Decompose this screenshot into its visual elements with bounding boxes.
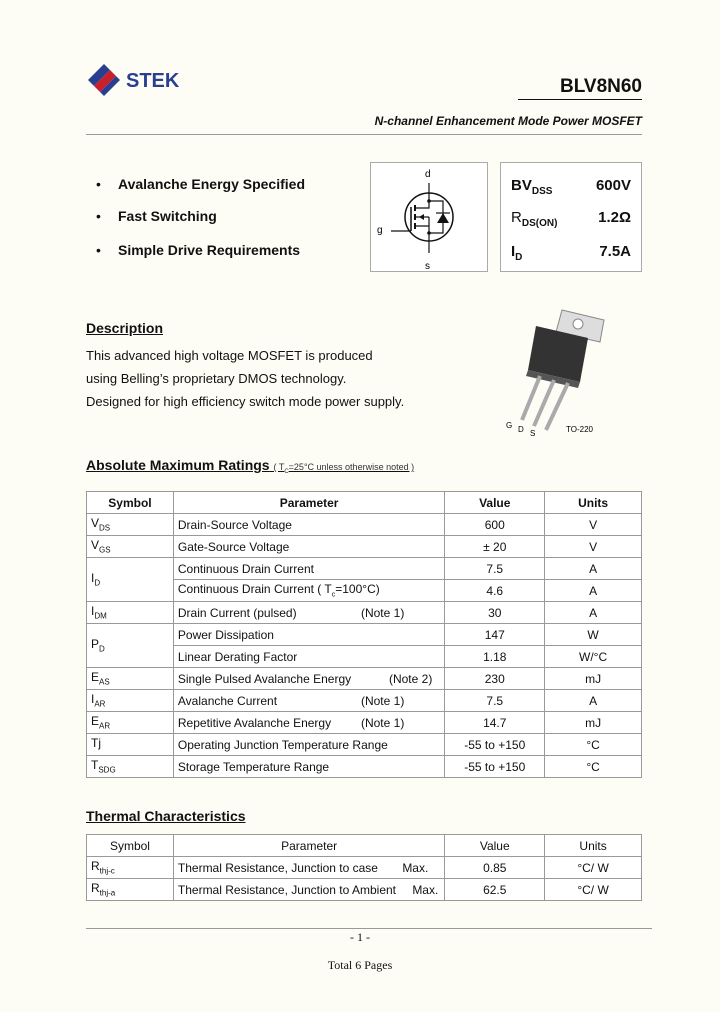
feature-list — [96, 176, 305, 274]
thermal-table — [86, 834, 642, 901]
total-pages: Total 6 Pages — [327, 958, 393, 972]
gate-label: g — [377, 225, 383, 236]
source-label: s — [425, 261, 430, 271]
pin-s-label: S — [530, 429, 536, 438]
table-row: $I_D$ Continuous Drain Current 7.5 A — [87, 558, 642, 580]
stek-logo-icon — [84, 60, 124, 100]
table-row: $T_{SDG}$ Storage Temperature Range -55 to +150 °C — [87, 756, 642, 778]
feature-item: • Avalanche Energy Specified — [96, 176, 305, 208]
table-row: $I_{DM}$ Drain Current (pulsed) (Note 1) 30 A — [87, 602, 642, 624]
description-text: This advanced high voltage MOSFET is produced using Belling’s proprietary DMOS technology. Designed for high efficiency switch mode power supply. — [86, 348, 405, 409]
pin-g-label: G — [506, 421, 513, 430]
table-header-row: Symbol Parameter Value Units — [87, 492, 642, 514]
thermal-heading: Thermal Characteristics — [86, 808, 246, 824]
part-number: BLV8N60 — [559, 76, 642, 97]
subtitle: N-channel Enhancement Mode Power MOSFET — [374, 114, 642, 128]
part-underline — [518, 99, 642, 100]
package-name: TO-220 — [566, 425, 593, 434]
key-specs-box — [500, 162, 642, 272]
drain-label: d — [425, 169, 431, 180]
spec-id: $I_D$ 7.5A — [511, 243, 631, 263]
header-divider — [86, 134, 642, 135]
table-row: $P_D$ Power Dissipation 147 W — [87, 624, 642, 646]
feature-item: • Fast Switching — [96, 208, 305, 242]
ratings-heading: Absolute Maximum Ratings ( $T_C=25^\circ C$ unless otherwise noted ) — [86, 457, 415, 475]
spec-rdson: $R_{DS(ON)}$ 1.2Ω — [511, 209, 631, 229]
table-row: $R_{thj-a}$ Thermal Resistance, Junction to Ambient Max. 62.5 °C/ W — [87, 879, 642, 901]
brand-name: STEK — [126, 70, 180, 92]
table-row: $V_{DS}$ Drain-Source Voltage 600 V — [87, 514, 642, 536]
ratings-note: ( $T_C=25^\circ C$ unless otherwise noted ) — [273, 462, 415, 475]
table-row: Continuous Drain Current ( $T_c=100^\circ C$) 4.6 A — [87, 580, 642, 602]
description-heading: Description — [86, 320, 164, 336]
footer-divider — [86, 928, 652, 929]
page-number: - 1 - — [350, 930, 370, 944]
table-row: Linear Derating Factor 1.18 W/°C — [87, 646, 642, 668]
table-row: $E_{AR}$ Repetitive Avalanche Energy (Note 1) 14.7 mJ — [87, 712, 642, 734]
mosfet-symbol-box — [370, 162, 488, 272]
table-header-row: Symbol Parameter Value Units — [87, 835, 642, 857]
table-row: $E_{AS}$ Single Pulsed Avalanche Energy (Note 2) 230 mJ — [87, 668, 642, 690]
ratings-table — [86, 491, 642, 778]
table-row: $I_{AR}$ Avalanche Current (Note 1) 7.5 A — [87, 690, 642, 712]
to220-package-icon — [500, 306, 620, 440]
table-row: $R_{thj-c}$ Thermal Resistance, Junction to case Max. 0.85 °C/ W — [87, 857, 642, 879]
table-row: Tj Operating Junction Temperature Range -55 to +150 °C — [87, 734, 642, 756]
feature-item: • Simple Drive Requirements — [96, 242, 305, 274]
pin-d-label: D — [518, 425, 524, 434]
spec-bvdss: $BV_{DSS}$ 600V — [511, 177, 631, 197]
mosfet-symbol-icon — [371, 163, 487, 271]
table-row: $V_{GS}$ Gate-Source Voltage ± 20 V — [87, 536, 642, 558]
